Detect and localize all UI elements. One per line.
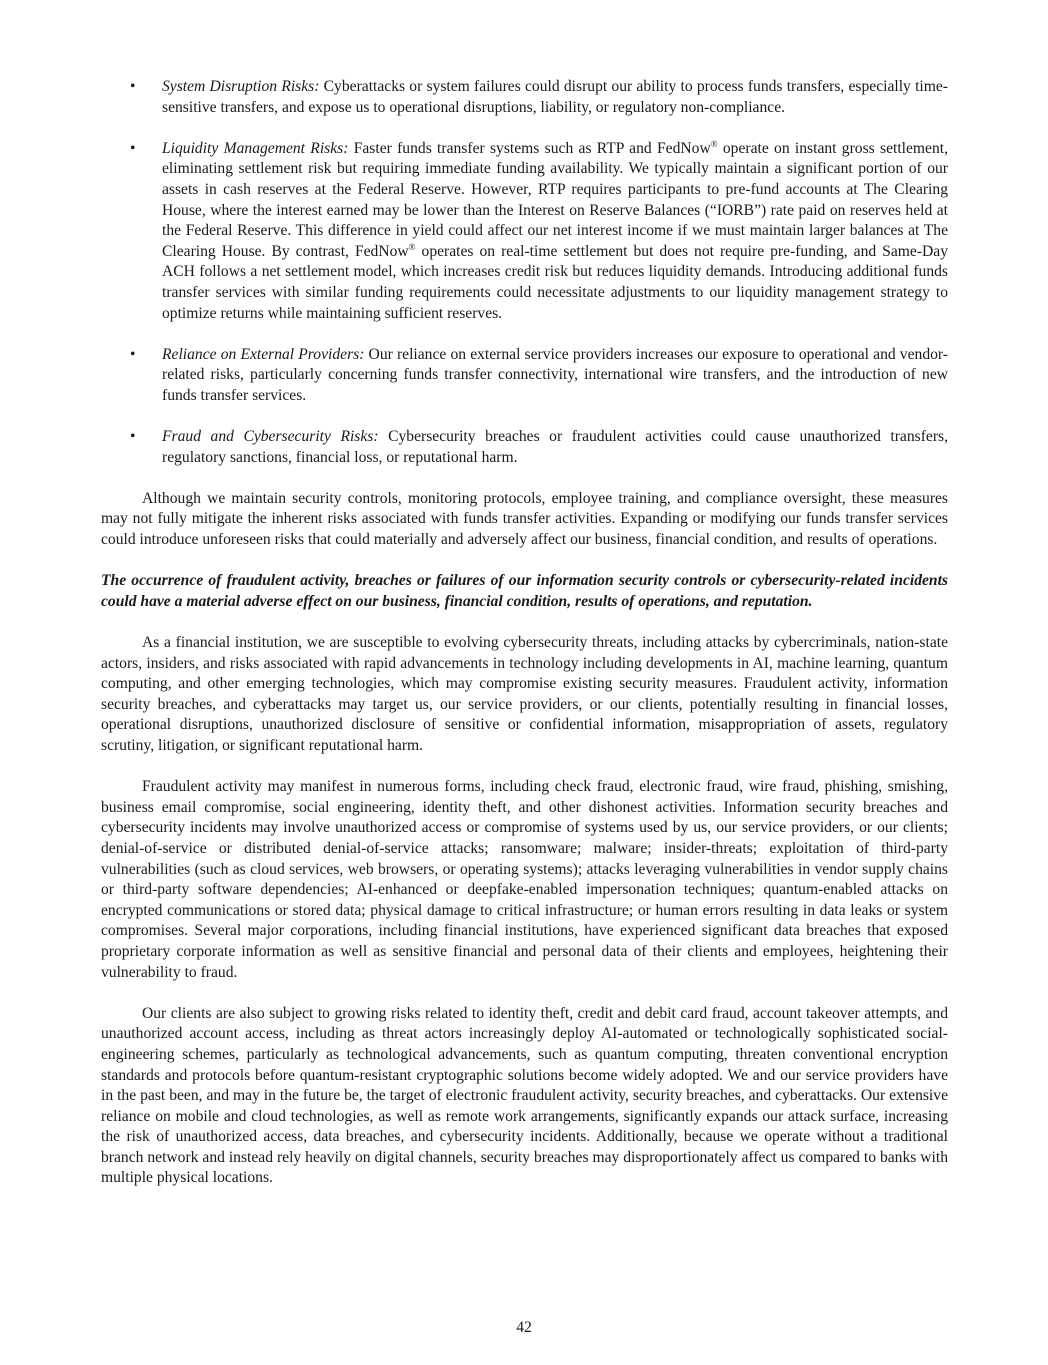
bullet-lead: System Disruption Risks: bbox=[162, 78, 320, 95]
document-page bbox=[101, 77, 948, 1210]
bullet-liquidity-management bbox=[101, 139, 948, 324]
bullet-lead: Reliance on External Providers: bbox=[162, 345, 365, 363]
page-number: 42 bbox=[516, 1319, 532, 1336]
bullet-icon: • bbox=[130, 139, 136, 157]
bullet-icon: • bbox=[130, 428, 136, 446]
bullet-lead: Liquidity Management Risks: bbox=[162, 139, 349, 157]
risk-bullet-list bbox=[101, 77, 948, 468]
bullet-fraud-cybersecurity bbox=[101, 427, 948, 468]
bullet-text: Cyberattacks or system failures could disrupt our ability to process funds transfers, especially time-sensitive transfers, and expose us to operational disruptions, liability, or regulatory non-compliance. bbox=[162, 78, 948, 116]
bullet-system-disruption bbox=[101, 77, 948, 118]
registered-mark: ® bbox=[710, 138, 718, 149]
bullet-icon: • bbox=[130, 78, 136, 95]
bullet-lead: Fraud and Cybersecurity Risks: bbox=[162, 428, 379, 446]
paragraph-cyber-threats: As a financial institution, we are susceptible to evolving cybersecurity threats, including attacks by cybercriminals, nation-state actors, insiders, and risks associated with rapid advancements in technology including developments in AI, machine learning, quantum computing, and other emerging technologies, which may compromise existing security measures. Fraudulent activity, information security breaches, and cyberattacks may target us, our service providers, or our clients, potentially resulting in financial losses, operational disruptions, unauthorized disclosure of sensitive or confidential information, misappropriation of assets, regulatory scrutiny, litigation, or significant reputational harm. bbox=[101, 634, 948, 754]
bullet-text: Our reliance on external service providers increases our exposure to operational and vendor-related risks, particularly concerning funds transfer connectivity, international wire transfers, and the introduction of new funds transfer services. bbox=[162, 345, 948, 404]
paragraph-controls: Although we maintain security controls, monitoring protocols, employee training, and compliance oversight, these measures may not fully mitigate the inherent risks associated with funds transfer activities. Expanding or modifying our funds transfer services could introduce unforeseen risks that could materially and adversely affect our business, financial condition, and results of operations. bbox=[101, 489, 948, 549]
bullet-text: Cybersecurity breaches or fraudulent activities could cause unauthorized transfers, regulatory sanctions, financial loss, or reputational harm. bbox=[162, 428, 948, 466]
bullet-icon: • bbox=[130, 345, 136, 363]
bullet-text: operates on real-time settlement but does not require pre-funding, and Same-Day ACH follows a net settlement model, which increases credit risk but reduces liquidity demands. Introducing additional funds transfer services with similar funding requirements could necessitate adjustments to our liquidity management strategy to optimize returns while maintaining sufficient reserves. bbox=[162, 242, 949, 322]
paragraph-fraud-forms: Fraudulent activity may manifest in numerous forms, including check fraud, electronic fraud, wire fraud, phishing, smishing, business email compromise, social engineering, identity theft, and other dishonest activities. Information security breaches and cybersecurity incidents may involve unauthorized access or compromise of systems used by us, our service providers, or our clients; denial-of-service or distributed denial-of-service attacks; ransomware; malware; insider-threats; exploitation of third-party vulnerabilities (such as cloud services, web browsers, or operating systems); attacks leveraging vulnerabilities in vendor supply chains or third-party software dependencies; AI-enhanced or deepfake-enabled impersonation techniques; quantum-enabled attacks on encrypted communications or stored data; physical damage to critical infrastructure; or human errors resulting in data leaks or system compromises. Several major corporations, including financial institutions, have experienced significant data breaches that exposed proprietary corporate information as well as sensitive financial and personal data of their clients and employees, heightening their vulnerability to fraud. bbox=[101, 778, 948, 981]
bullet-text: operate on instant gross settlement, eliminating settlement risk but requiring immediate funding availability. We typically maintain a significant portion of our assets in cash reserves at the Federal Reserve. However, RTP requires participants to pre-fund accounts at The Clearing House, where the interest earned may be lower than the Interest on Reserve Balances (“IORB”) rate paid on reserves held at the Federal Reserve. This difference in yield could affect our net interest income if we must maintain larger balances at The Clearing House. By contrast, FedNow bbox=[162, 139, 948, 260]
paragraph-client-risks: Our clients are also subject to growing risks related to identity theft, credit and debit card fraud, account takeover attempts, and unauthorized account access, including as threat actors increasingly deploy AI-automated or technologically sophisticated social-engineering schemes, particularly as technological advancements, such as quantum computing, threaten conventional encryption standards and protocols before quantum-resistant cryptographic solutions become widely adopted. We and our service providers have in the past been, and may in the future be, the target of electronic fraudulent activity, security breaches, and cyberattacks. Our extensive reliance on mobile and cloud technologies, as well as remote work arrangements, significantly expands our attack surface, increasing the risk of unauthorized access, data breaches, and cybersecurity incidents. Additionally, because we operate without a traditional branch network and instead rely heavily on digital channels, security breaches may disproportionately affect us compared to banks with multiple physical locations. bbox=[101, 1004, 948, 1187]
registered-mark: ® bbox=[408, 241, 416, 252]
bullet-text: Faster funds transfer systems such as RTP and FedNow bbox=[348, 139, 711, 157]
bullet-external-providers bbox=[101, 345, 948, 407]
section-heading: The occurrence of fraudulent activity, breaches or failures of our information security controls or cybersecurity-related incidents could have a material adverse effect on our business, financial condition, results of operations, and reputation. bbox=[101, 572, 948, 610]
